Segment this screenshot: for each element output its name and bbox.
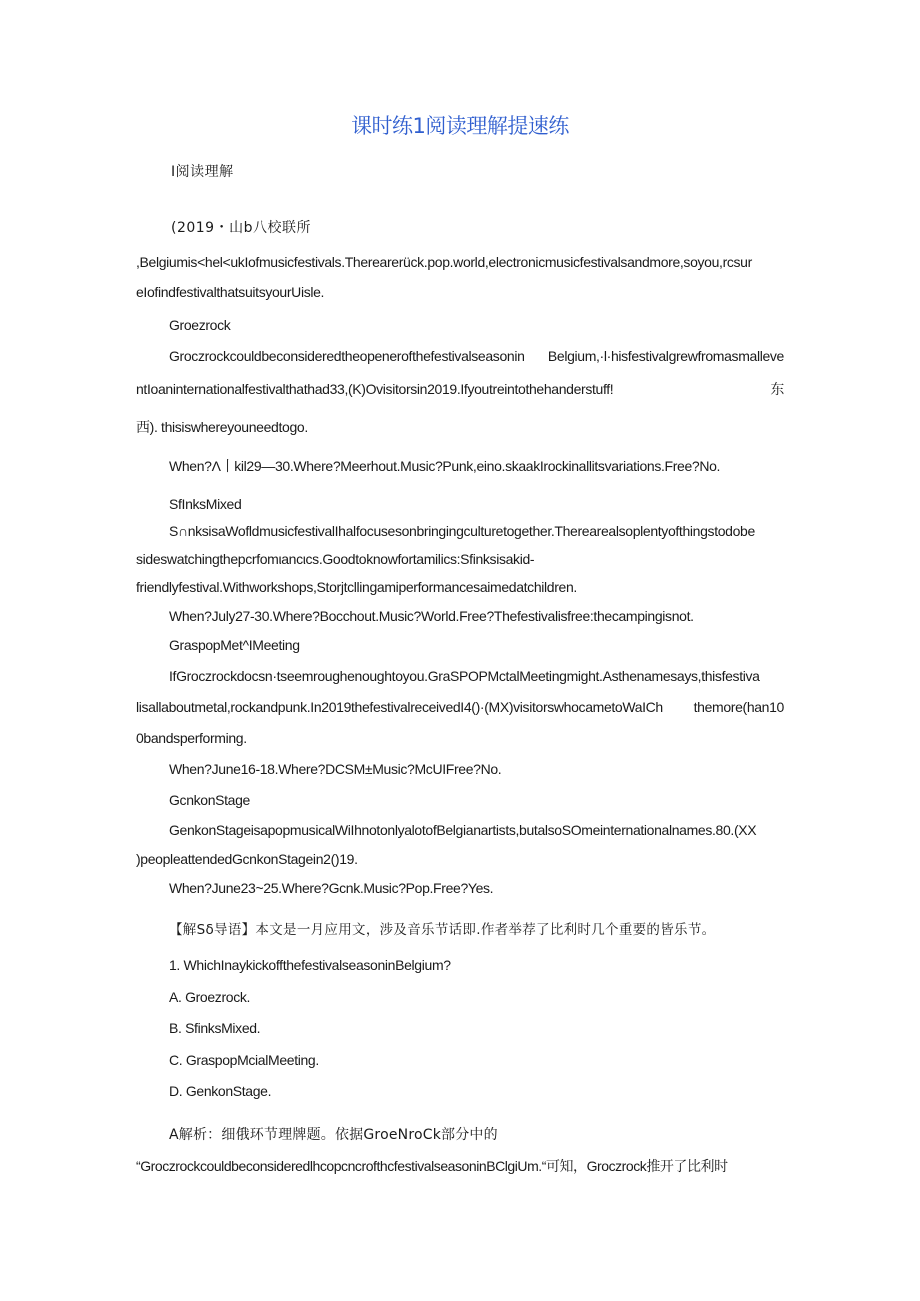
sfinks-heading: SfInksMixed — [169, 496, 242, 512]
reading-guide: 【解Sδ导语】本文是一月应用文，涉及音乐节话即.作者举荐了比利时几个重要的皆乐节。 — [169, 922, 716, 938]
genkon-info: When?June23~25.Where?Gcnk.Music?Pop.Free?Yes. — [169, 880, 494, 896]
groezrock-body-1: Groczrockcouldbeconsideredtheopenerofthefestivalseasonin Belgium,·l·hisfestivalgrewfromasmalleve — [169, 348, 784, 364]
analysis-line-2: “GroczrockcouldbeconsideredlhcopcncrofthcfestivalseasoninBClgiUm.“可知，Groczrock推开了比利时 — [136, 1158, 728, 1174]
genkon-heading: GcnkonStage — [169, 792, 250, 808]
graspop-heading: GraspopMet^IMeeting — [169, 637, 300, 653]
sfinks-body-1: S∩nksisaWofldmusicfestivalIhalfocusesonbringingculturetogether.Therearealsoplentyofthingstodobe — [169, 523, 755, 539]
groezrock-body-2: ntIoaninternationalfestivalthathad33,(K)Ovisitorsin2019.Ifyoutreintothehanderstuff!东 — [136, 381, 784, 397]
graspop-body-2: lisallaboutmetal,rockandpunk.In2019thefestivalreceivedI4()·(MX)visitorswhocametoWaICh themore(han10 — [136, 699, 784, 715]
page-title: 课时练1阅读理解提速练 — [351, 114, 569, 138]
sfinks-body-2: sideswatchingthepcrfomιancιcs.Goodtoknowfortamilics:Sfinksisakid- — [136, 551, 535, 567]
genkon-body-2: )peopleattendedGcnkonStagein2()19. — [136, 851, 358, 867]
groezrock-info: When?Λ丨kil29—30.Where?Meerhout.Music?Punk,eino.skaakIrockinallitsvariations.Free?No. — [169, 458, 721, 474]
option-c: C. GraspopMcialMeeting. — [169, 1052, 319, 1068]
option-b: B. SfinksMixed. — [169, 1020, 261, 1036]
intro-line-1: ,Belgiumis<hel<ukIofmusicfestivals.Therearerück.pop.world,electronicmusicfestivalsandmore,soyou,rcsur — [136, 254, 752, 270]
source-note: (2019・山b八校联所 — [171, 220, 311, 236]
graspop-info: When?June16-18.Where?DCSM±Music?McUIFree?No. — [169, 761, 502, 777]
sfinks-body-3: friendlyfestival.Withworkshops,Storjtcllingamiperformancesaimedatchildren. — [136, 579, 577, 595]
graspop-body-3: 0bandsperforming. — [136, 730, 247, 746]
groezrock-heading: Groezrock — [169, 317, 231, 333]
groezrock-body-3: 西). thisiswhereyouneedtogo. — [136, 419, 308, 435]
section-heading: I阅读理解 — [171, 164, 234, 180]
analysis-line-1: A解析：细俄环节理牌题。依据GroeNroCk部分中的 — [169, 1127, 498, 1143]
graspop-body-1: IfGroczrockdocsn·tseemroughenoughtoyou.GraSPOPMctalMeetingmight.Asthenamesays,thisfestiva — [169, 668, 760, 684]
intro-line-2: eIofindfestivalthatsuitsyourUisle. — [136, 284, 325, 300]
option-d: D. GenkonStage. — [169, 1083, 272, 1099]
genkon-body-1: GenkonStageisapopmusicalWiIhnotonlyalotofBelgianartists,butalsoSOmeinternationalnames.80.(XX — [169, 822, 757, 838]
question-stem: 1. WhichInaykickoffthefestivalseasoninBelgium? — [169, 957, 451, 973]
sfinks-info: When?July27-30.Where?Bocchout.Music?World.Free?Thefestivalisfree:thecampingisnot. — [169, 608, 694, 624]
option-a: A. Groezrock. — [169, 989, 251, 1005]
